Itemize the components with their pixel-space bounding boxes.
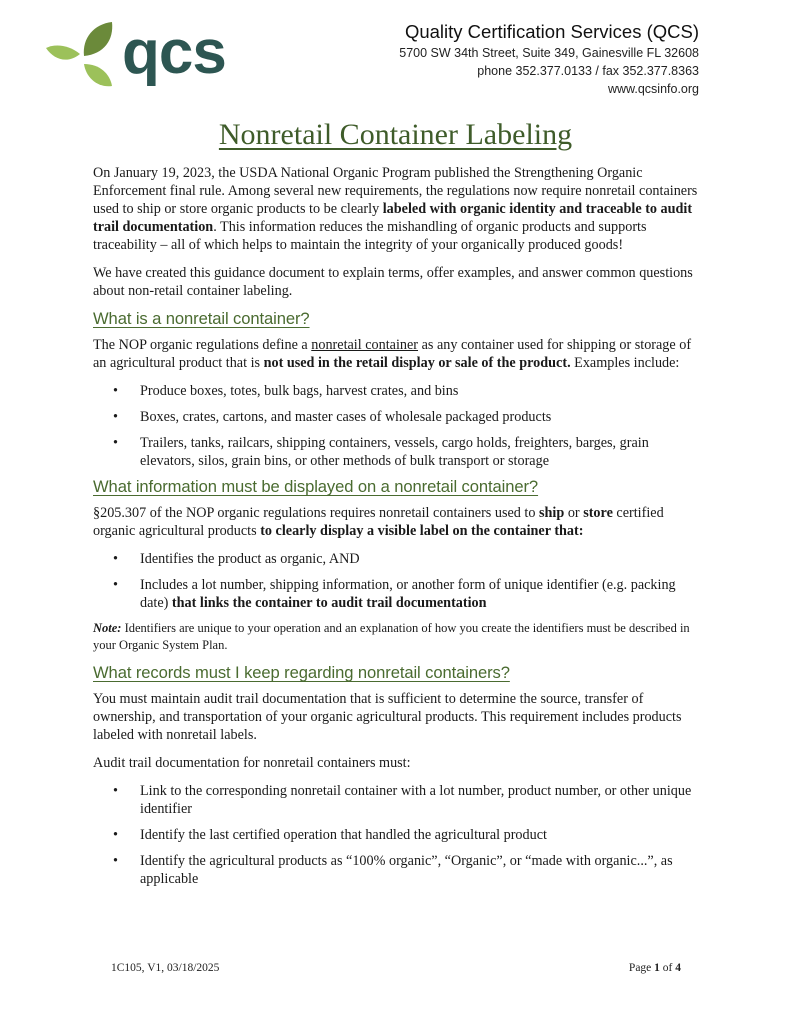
list-item: [93, 382, 701, 400]
list-item-text: Identify the last certified operation that handled the agricultural product: [140, 827, 547, 843]
intro-paragraph-1: [93, 164, 701, 254]
section3-paragraph-2: Audit trail documentation for nonretail containers must:: [93, 755, 411, 771]
section-heading-records: What records must I keep regarding nonretail containers?: [93, 663, 510, 682]
org-phone-fax: phone 352.377.0133 / fax 352.377.8363: [477, 64, 699, 78]
leaf-icon: [44, 18, 124, 98]
section2-paragraph: [93, 504, 701, 540]
intro-text: On January 19, 2023, the USDA National Organic Program published the Strengthening Organic Enforcement final rule. Among several new requirements, the regulations now require nonretail containers used to ship or store organic products to be clearly: [93, 165, 698, 217]
list-item: [93, 550, 701, 568]
intro-text-cont: . This information reduces the mishandling of organic products and supports traceability – all of which helps to maintain the integrity of your organically produced goods!: [93, 219, 647, 253]
intro-bold: labeled with organic identity and traceable to audit trail documentation: [93, 201, 693, 235]
org-contact-block: [399, 20, 699, 98]
document-id: 1C105, V1, 03/18/2025: [111, 962, 220, 974]
list-item-text: Trailers, tanks, railcars, shipping containers, vessels, cargo holds, freighters, barges, grain elevators, silos, grain bins, or other methods of bulk transport or storage: [140, 435, 649, 469]
bullet-icon: •: [113, 853, 118, 869]
list-item-bold: that links the container to audit trail documentation: [171, 595, 487, 611]
bullet-icon: •: [113, 383, 118, 399]
page-of: of: [659, 962, 676, 974]
current-page: 1: [654, 962, 660, 974]
note-text: Identifiers are unique to your operation and an explanation of how you create the identifiers must be described in your Organic System Plan.: [93, 621, 690, 652]
bullet-icon: •: [113, 409, 118, 425]
label-requirements-list: [93, 550, 701, 612]
list-item-text: Includes a lot number, shipping information, or another form of unique identifier (e.g. packing date): [140, 577, 676, 611]
section1-paragraph: [93, 336, 701, 372]
list-item: [93, 434, 701, 470]
org-name: Quality Certification Services (QCS): [404, 21, 699, 42]
total-pages: 4: [675, 962, 681, 974]
text: or: [564, 505, 584, 521]
bullet-icon: •: [113, 435, 118, 451]
bullet-icon: •: [113, 551, 118, 567]
list-item-text: Boxes, crates, cartons, and master cases of wholesale packaged products: [140, 409, 552, 425]
qcs-logo: [44, 18, 244, 98]
logo-wordmark: qcs: [122, 18, 226, 87]
list-item: [93, 852, 701, 888]
note-paragraph: [93, 620, 701, 654]
section-heading-information: What information must be displayed on a nonretail container?: [93, 477, 539, 496]
bullet-icon: •: [113, 783, 118, 799]
list-item-text: Identifies the product as organic, AND: [140, 551, 360, 567]
list-item-text: Produce boxes, totes, bulk bags, harvest crates, and bins: [140, 383, 459, 399]
list-item: [93, 576, 701, 612]
text: The NOP organic regulations define a: [93, 337, 312, 353]
section-heading-what-is: What is a nonretail container?: [93, 309, 310, 328]
list-item-text: Identify the agricultural products as “100% organic”, “Organic”, or “made with organic...”, as applicable: [140, 853, 673, 887]
audit-trail-list: [93, 782, 701, 888]
org-website[interactable]: www.qcsinfo.org: [607, 82, 699, 96]
bullet-icon: •: [113, 577, 118, 593]
note-label: Note:: [93, 621, 122, 635]
text: certified organic agricultural products: [93, 505, 664, 539]
intro-paragraph-2: We have created this guidance document to explain terms, offer examples, and answer common questions about non-retail container labeling.: [93, 265, 693, 299]
list-item: [93, 826, 701, 844]
examples-list: [93, 382, 701, 470]
page-number: [629, 962, 681, 974]
bold-text: to clearly display a visible label on the container that:: [260, 523, 584, 539]
text: §205.307 of the NOP organic regulations requires nonretail containers used to: [93, 505, 540, 521]
page-title: Nonretail Container Labeling: [218, 118, 573, 151]
text: Examples include:: [570, 355, 680, 371]
list-item-text: Link to the corresponding nonretail container with a lot number, product number, or other unique identifier: [140, 783, 692, 817]
org-address: 5700 SW 34th Street, Suite 349, Gainesville FL 32608: [399, 46, 699, 60]
bold-text: store: [583, 505, 613, 521]
bullet-icon: •: [113, 827, 118, 843]
bold-text: not used in the retail display or sale of the product.: [263, 355, 571, 371]
list-item: [93, 782, 701, 818]
page-label: Page: [628, 962, 655, 974]
document-body: [93, 164, 701, 896]
defined-term: nonretail container: [311, 337, 419, 353]
section3-paragraph-1: You must maintain audit trail documentation that is sufficient to determine the source, transfer of ownership, and transportation of your organic agricultural products. This requirement includes products labeled with nonretail labels.: [93, 691, 682, 743]
bold-text: ship: [539, 505, 565, 521]
text: as any container used for shipping or storage of an agricultural product that is: [93, 337, 692, 371]
list-item: [93, 408, 701, 426]
